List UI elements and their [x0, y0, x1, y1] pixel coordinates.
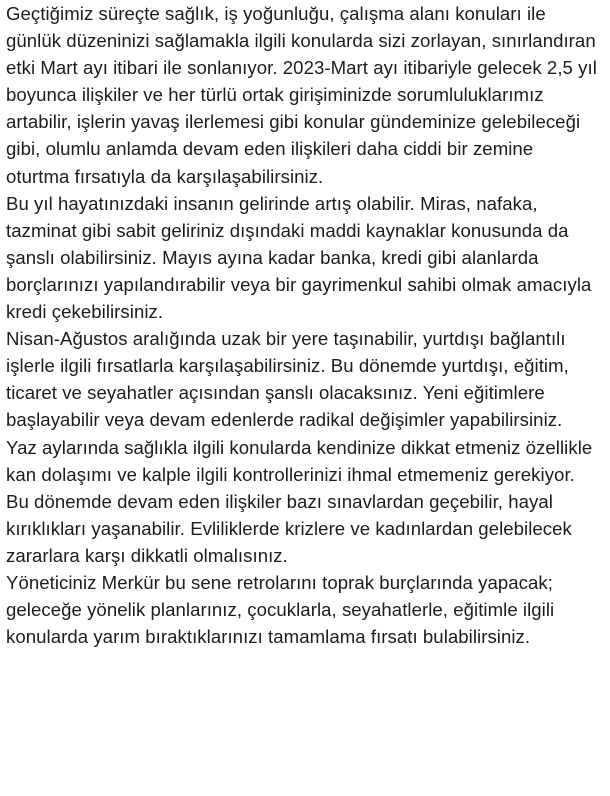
- paragraph-summer-health: Yaz aylarında sağlıkla ilgili konularda kendinize dikkat etmeniz özellikle kan dolaşımı ve kalple ilgili kontrollerinizi ihmal etmemeniz gerekiyor.: [6, 436, 593, 485]
- paragraph-travel-education: Nisan-Ağustos aralığında uzak bir yere taşınabilir, yurtdışı bağlantılı işlerle ilgili fırsatlarla karşılaşabilirsiniz. Bu dönemde yurtdışı, eğitim, ticaret ve seyahatler açısından şanslı olacaksınız. Yeni eğitimlere başlayabilir veya devam edenlerde radikal değişimler yapabilirsiniz.: [6, 328, 569, 431]
- paragraph-mercury-retrograde: Yöneticiniz Merkür bu sene retrolarını toprak burçlarında yapacak; geleceğe yönelik planlarınız, çocuklarla, seyahatlerle, eğitimle ilgili konularda yarım bıraktıklarınızı tamamlama fırsatı bulabilirsiniz.: [6, 571, 555, 648]
- paragraph-relationship-tests: Bu dönemde devam eden ilişkiler bazı sınavlardan geçebilir, hayal kırıklıkları yaşanabilir. Evliliklerde krizlere ve kadınlardan gelebilecek zararlara karşı dikkatli olmalısınız.: [6, 490, 572, 566]
- paragraph-recovery-relationships: Geçtiğimiz süreçte sağlık, iş yoğunluğu, çalışma alanı konuları ile günlük düzeninizi sağlamakla ilgili konularda sizi zorlayan, sınırlandıran etki Mart ayı itibari ile sonlanıyor. 2023-Mart ayı itibariyle gelecek 2,5 yıl boyunca ilişkiler ve her türlü ortak girişiminizde sorumluluklarımız artabilir, işlerin yavaş ilerlemesi gibi konular gündeminize gelebileceği gibi, olumlu anlamda devam eden ilişkileri daha ciddi bir zemine oturtma fırsatıyla da karşılaşabilirsiniz.: [6, 3, 597, 187]
- paragraph-income-finances: Bu yıl hayatınızdaki insanın gelirinde artış olabilir. Miras, nafaka, tazminat gibi sabit geliriniz dışındaki maddi kaynaklar konusunda da şanslı olabilirsiniz. Mayıs ayına kadar banka, kredi gibi alanlarda borçlarınızı yapılandırabilir veya bir gayrimenkul sahibi olmak amacıyla kredi çekebilirsiniz.: [6, 192, 592, 323]
